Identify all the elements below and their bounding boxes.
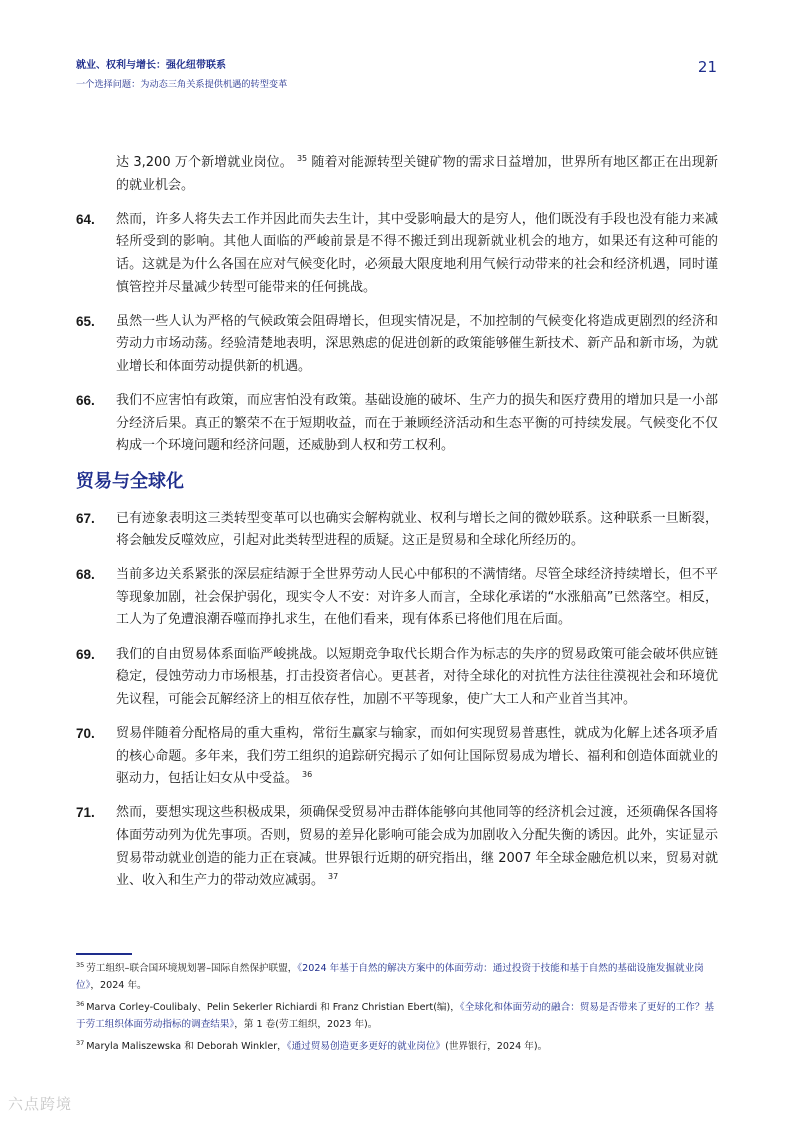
footnote-divider: [76, 953, 132, 955]
paragraph: [76, 311, 718, 379]
paragraph-text: [116, 723, 718, 791]
footnote-source: Maryla Maliszewska 和 Deborah Winkler，: [86, 1041, 287, 1052]
footnote-number: 36: [76, 999, 85, 1008]
paragraph-number: 68.: [76, 567, 95, 583]
footnote-tail: (世界银行，2024 年)。: [445, 1041, 548, 1052]
paragraph-number: 69.: [76, 646, 95, 662]
running-header: [76, 56, 287, 90]
header-subtitle: 一个选择问题：为动态三角关系提供机遇的转型变革: [76, 79, 288, 90]
paragraph-text: [116, 508, 718, 553]
main-body: [76, 152, 718, 904]
footnote-ref[interactable]: 35: [296, 153, 308, 163]
paragraph-text: [116, 802, 718, 892]
paragraph-number: 65.: [76, 313, 95, 329]
paragraph-group-climate: [76, 152, 718, 458]
header-title: 就业、权利与增长：强化纽带联系: [76, 60, 226, 71]
paragraph-group-trade: [76, 508, 718, 893]
paragraph: [76, 390, 718, 458]
paragraph-text: [116, 390, 718, 458]
paragraph-number: 67.: [76, 510, 95, 526]
paragraph-text-main: 然而，许多人将失去工作并因此而失去生计，其中受影响最大的是穷人，他们既没有手段也没有能力来减轻所受到的影响。其他人面临的严峻前景是不得不搬迁到出现新就业机会的地方，如果还有这种可能的话。这就是为什么各国在应对气候变化时，必须最大限度地利用气候行动带来的社会和经济机遇，同时谨慎管控并尽量减少转型可能带来的任何挑战。: [116, 211, 718, 295]
footnote-tail: ，第 1 卷(劳工组织，2023 年)。: [234, 1019, 378, 1030]
footnote: [76, 960, 718, 994]
watermark: 六点跨境: [8, 1095, 73, 1113]
paragraph-number: 66.: [76, 393, 95, 409]
paragraph-text: [116, 152, 718, 197]
paragraph: [76, 802, 718, 892]
page-number: 21: [697, 58, 717, 76]
footnotes: [76, 960, 718, 1060]
paragraph-text-main: 贸易伴随着分配格局的重大重构，常衍生赢家与输家，而如何实现贸易普惠性，就成为化解上述各项矛盾的核心命题。多年来，我们劳工组织的追踪研究揭示了如何让国际贸易成为增长、福利和创造体面就业的驱动力，包括让妇女从中受益。: [116, 726, 718, 787]
footnote: [76, 1038, 718, 1055]
paragraph: [76, 508, 718, 553]
footnote-tail: ，2024 年。: [90, 980, 147, 991]
paragraph-text-main: 当前多边关系紧张的深层症结源于全世界劳动人民心中郁积的不满情绪。尽管全球经济持续增长，但不平等现象加剧，社会保护弱化，现实令人不安：对许多人而言，全球化承诺的“水涨船高”已然落空。相反，工人为了免遭浪潮吞噬而挣扎求生，在他们看来，现有体系已将他们甩在后面。: [116, 567, 718, 628]
footnote-number: 35: [76, 960, 85, 969]
footnote-link[interactable]: 《全球化和体面劳动的融合：贸易是否带来了更好的工作？基于劳工组织体面劳动指标的调查结果》: [76, 1002, 715, 1030]
paragraph-text-main: 我们的自由贸易体系面临严峻挑战。以短期竞争取代长期合作为标志的失序的贸易政策可能会破坏供应链稳定，侵蚀劳动力市场根基，打击投资者信心。更甚者，对待全球化的对抗性方法往往漠视社会和环境优先议程，可能会瓦解经济上的相互依存性，加剧不平等现象，使广大工人和产业首当其冲。: [116, 646, 718, 707]
footnote-source: 劳工组织–联合国环境规划署–国际自然保护联盟，: [86, 963, 298, 974]
paragraph-number: 64.: [76, 211, 95, 227]
section-heading: 贸易与全球化: [76, 470, 184, 492]
paragraph-text-main: 已有迹象表明这三类转型变革可以也确实会解构就业、权利与增长之间的微妙联系。这种联系一旦断裂，将会触发反噬效应，引起对此类转型进程的质疑。这正是贸易和全球化所经历的。: [116, 510, 718, 549]
paragraph-text: [116, 209, 718, 299]
paragraph: [76, 644, 718, 712]
footnote-ref[interactable]: 37: [328, 871, 339, 881]
footnote-link[interactable]: 《2024 年基于自然的解决方案中的体面劳动：通过投资于技能和基于自然的基础设施发掘就业岗位》: [76, 963, 704, 991]
paragraph: [76, 564, 718, 632]
footnote: [76, 999, 718, 1033]
footnote-source: Marva Corley-Coulibaly、Pelin Sekerler Richiardi 和 Franz Christian Ebert(编)，: [86, 1002, 460, 1013]
paragraph-text-tail: 随着对能源转型关键矿物的需求日益增加，世界所有地区都正在出现新的就业机会。: [116, 155, 718, 193]
paragraph: [76, 152, 718, 197]
footnote-ref[interactable]: 36: [302, 769, 313, 779]
paragraph-text-main: 虽然一些人认为严格的气候政策会阻碍增长，但现实情况是，不加控制的气候变化将造成更剧烈的经济和劳动力市场动荡。经验清楚地表明，深思熟虑的促进创新的政策能够催生新技术、新产品和新市场，为就业增长和体面劳动提供新的机遇。: [116, 313, 718, 374]
paragraph-text-main: 然而，要想实现这些积极成果，须确保受贸易冲击群体能够向其他同等的经济机会过渡，还须确保各国将体面劳动列为优先事项。否则，贸易的差异化影响可能会成为加剧收入分配失衡的诱因。此外，实证显示贸易带动就业创造的能力正在衰减。世界银行近期的研究指出，继 2007 年全球金融危机以来，贸易对就业、收入和生产力的带动效应减弱。: [116, 805, 718, 889]
paragraph-number: 70.: [76, 726, 95, 742]
paragraph-text: [116, 644, 718, 712]
paragraph-text: [116, 564, 718, 632]
paragraph: [76, 209, 718, 299]
paragraph-text-main: 达 3,200 万个新增就业岗位。: [116, 155, 293, 170]
paragraph-number: 71.: [76, 805, 95, 821]
footnote-link[interactable]: 《通过贸易创造更多更好的就业岗位》: [286, 1041, 446, 1052]
paragraph-text: [116, 311, 718, 379]
paragraph: [76, 723, 718, 791]
footnote-number: 37: [76, 1038, 85, 1047]
paragraph-text-main: 我们不应害怕有政策，而应害怕没有政策。基础设施的破坏、生产力的损失和医疗费用的增加只是一小部分经济后果。真正的繁荣不在于短期收益，而在于兼顾经济活动和生态平衡的可持续发展。气候变化不仅构成一个环境问题和经济问题，还威胁到人权和劳工权利。: [116, 393, 718, 454]
